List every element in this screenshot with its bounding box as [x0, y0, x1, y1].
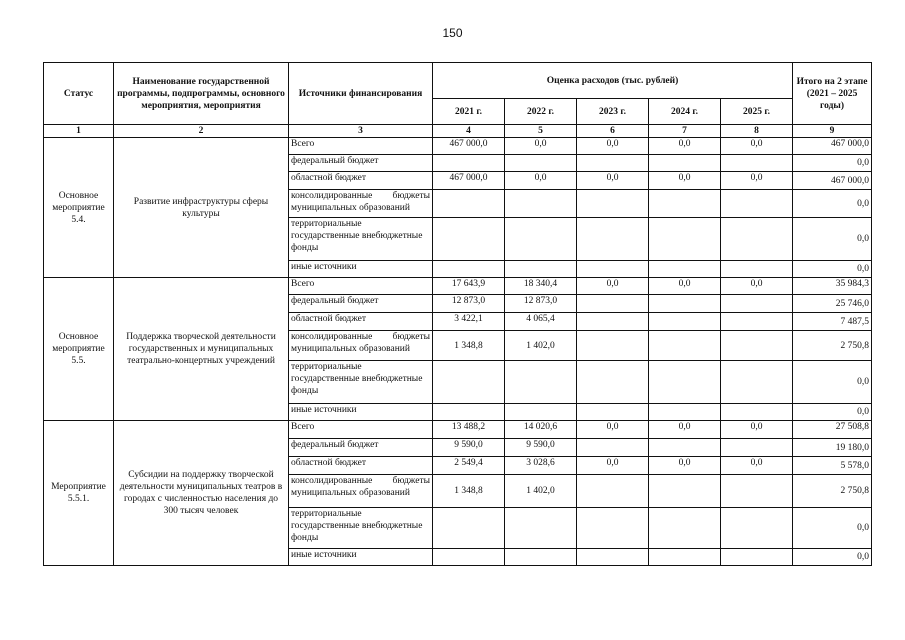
value-cell — [577, 190, 649, 218]
total-cell: 2 750,8 — [793, 475, 872, 508]
column-number: 7 — [649, 125, 721, 138]
value-cell — [433, 155, 505, 172]
value-cell — [649, 404, 721, 421]
value-cell — [577, 313, 649, 331]
value-cell: 17 643,9 — [433, 278, 505, 295]
total-cell: 2 750,8 — [793, 331, 872, 361]
value-cell — [505, 508, 577, 549]
value-cell: 14 020,6 — [505, 421, 577, 439]
value-cell: 1 348,8 — [433, 331, 505, 361]
value-cell — [649, 295, 721, 313]
value-cell — [433, 549, 505, 566]
value-cell — [721, 439, 793, 457]
value-cell — [649, 313, 721, 331]
column-number: 9 — [793, 125, 872, 138]
value-cell: 0,0 — [721, 172, 793, 190]
column-number: 3 — [289, 125, 433, 138]
value-cell: 0,0 — [577, 172, 649, 190]
value-cell — [721, 549, 793, 566]
total-cell: 0,0 — [793, 218, 872, 261]
value-cell — [721, 404, 793, 421]
value-cell: 0,0 — [649, 421, 721, 439]
header-total: Итого на 2 этапе (2021 – 2025 годы) — [793, 63, 872, 125]
total-cell: 467 000,0 — [793, 172, 872, 190]
value-cell — [505, 549, 577, 566]
source-cell: федеральный бюджет — [289, 439, 433, 457]
value-cell — [721, 331, 793, 361]
table-row — [44, 278, 872, 295]
total-cell: 5 578,0 — [793, 457, 872, 475]
measure-name-cell: Поддержка творческой деятельности государственных и муниципальных театрально-концертных учреждений — [114, 278, 289, 421]
header-year: 2025 г. — [721, 99, 793, 125]
table-row — [44, 421, 872, 439]
table-row — [44, 138, 872, 155]
header-year: 2021 г. — [433, 99, 505, 125]
measure-name-cell: Развитие инфраструктуры сферы культуры — [114, 138, 289, 278]
value-cell — [577, 549, 649, 566]
value-cell: 0,0 — [577, 138, 649, 155]
value-cell: 1 348,8 — [433, 475, 505, 508]
value-cell — [721, 508, 793, 549]
value-cell — [577, 361, 649, 404]
value-cell: 12 873,0 — [433, 295, 505, 313]
value-cell — [505, 190, 577, 218]
value-cell — [433, 508, 505, 549]
value-cell: 0,0 — [649, 138, 721, 155]
source-cell: Всего — [289, 421, 433, 439]
source-cell: территориальные государственные внебюджетные фонды — [289, 508, 433, 549]
value-cell — [721, 218, 793, 261]
value-cell — [649, 261, 721, 278]
value-cell: 467 000,0 — [433, 172, 505, 190]
status-cell: Основное мероприятие 5.5. — [44, 278, 114, 421]
value-cell — [505, 261, 577, 278]
total-cell: 19 180,0 — [793, 439, 872, 457]
value-cell: 0,0 — [721, 457, 793, 475]
value-cell: 0,0 — [505, 172, 577, 190]
value-cell: 0,0 — [721, 421, 793, 439]
total-cell: 0,0 — [793, 508, 872, 549]
header-year: 2024 г. — [649, 99, 721, 125]
value-cell: 0,0 — [577, 457, 649, 475]
source-cell: иные источники — [289, 404, 433, 421]
value-cell: 13 488,2 — [433, 421, 505, 439]
total-cell: 7 487,5 — [793, 313, 872, 331]
column-number: 5 — [505, 125, 577, 138]
source-cell: областной бюджет — [289, 457, 433, 475]
value-cell — [721, 361, 793, 404]
value-cell — [505, 361, 577, 404]
source-cell: территориальные государственные внебюджетные фонды — [289, 218, 433, 261]
value-cell — [721, 313, 793, 331]
value-cell: 12 873,0 — [505, 295, 577, 313]
value-cell: 0,0 — [649, 172, 721, 190]
total-cell: 0,0 — [793, 404, 872, 421]
total-cell: 0,0 — [793, 549, 872, 566]
value-cell — [721, 475, 793, 508]
value-cell: 9 590,0 — [433, 439, 505, 457]
value-cell — [649, 508, 721, 549]
value-cell — [721, 295, 793, 313]
source-cell: Всего — [289, 278, 433, 295]
source-cell: федеральный бюджет — [289, 155, 433, 172]
column-number: 8 — [721, 125, 793, 138]
value-cell — [577, 475, 649, 508]
header-estimate: Оценка расходов (тыс. рублей) — [433, 63, 793, 99]
value-cell — [505, 155, 577, 172]
budget-table — [43, 62, 872, 566]
value-cell: 1 402,0 — [505, 475, 577, 508]
value-cell — [577, 261, 649, 278]
value-cell — [433, 404, 505, 421]
value-cell — [577, 295, 649, 313]
value-cell — [577, 404, 649, 421]
value-cell — [433, 218, 505, 261]
value-cell — [577, 439, 649, 457]
value-cell: 3 028,6 — [505, 457, 577, 475]
source-cell: иные источники — [289, 549, 433, 566]
value-cell — [577, 508, 649, 549]
value-cell — [649, 218, 721, 261]
status-cell: Мероприятие 5.5.1. — [44, 421, 114, 566]
table-header — [44, 63, 872, 138]
value-cell: 0,0 — [721, 278, 793, 295]
total-cell: 0,0 — [793, 190, 872, 218]
value-cell: 2 549,4 — [433, 457, 505, 475]
value-cell: 4 065,4 — [505, 313, 577, 331]
source-cell: консолидированные бюджеты муниципальных образований — [289, 475, 433, 508]
header-sources: Источники финансирования — [289, 63, 433, 125]
column-number: 4 — [433, 125, 505, 138]
value-cell — [577, 218, 649, 261]
value-cell — [433, 190, 505, 218]
total-cell: 35 984,3 — [793, 278, 872, 295]
value-cell — [649, 155, 721, 172]
total-cell: 0,0 — [793, 361, 872, 404]
value-cell: 0,0 — [649, 457, 721, 475]
value-cell — [577, 331, 649, 361]
value-cell: 3 422,1 — [433, 313, 505, 331]
header-name: Наименование государственной программы, подпрограммы, основного мероприятия, мероприятия — [114, 63, 289, 125]
value-cell — [649, 549, 721, 566]
value-cell: 0,0 — [649, 278, 721, 295]
value-cell — [649, 331, 721, 361]
value-cell — [649, 475, 721, 508]
source-cell: иные источники — [289, 261, 433, 278]
value-cell: 467 000,0 — [433, 138, 505, 155]
source-cell: областной бюджет — [289, 313, 433, 331]
value-cell — [433, 261, 505, 278]
column-number: 2 — [114, 125, 289, 138]
status-cell: Основное мероприятие 5.4. — [44, 138, 114, 278]
source-cell: федеральный бюджет — [289, 295, 433, 313]
source-cell: областной бюджет — [289, 172, 433, 190]
header-status: Статус — [44, 63, 114, 125]
header-year: 2023 г. — [577, 99, 649, 125]
value-cell: 18 340,4 — [505, 278, 577, 295]
value-cell — [649, 190, 721, 218]
value-cell — [433, 361, 505, 404]
page-number: 150 — [442, 26, 463, 40]
measure-name-cell: Субсидии на поддержку творческой деятельности муниципальных театров в городах с численностью населения до 300 тысяч человек — [114, 421, 289, 566]
value-cell: 1 402,0 — [505, 331, 577, 361]
value-cell: 0,0 — [505, 138, 577, 155]
total-cell: 0,0 — [793, 155, 872, 172]
value-cell — [649, 361, 721, 404]
source-cell: территориальные государственные внебюджетные фонды — [289, 361, 433, 404]
total-cell: 25 746,0 — [793, 295, 872, 313]
value-cell — [577, 155, 649, 172]
value-cell — [721, 155, 793, 172]
column-number: 1 — [44, 125, 114, 138]
table-body — [44, 138, 872, 566]
value-cell — [505, 218, 577, 261]
total-cell: 0,0 — [793, 261, 872, 278]
total-cell: 467 000,0 — [793, 138, 872, 155]
header-year: 2022 г. — [505, 99, 577, 125]
value-cell — [721, 190, 793, 218]
total-cell: 27 508,8 — [793, 421, 872, 439]
value-cell: 0,0 — [577, 278, 649, 295]
column-number: 6 — [577, 125, 649, 138]
value-cell: 0,0 — [721, 138, 793, 155]
source-cell: Всего — [289, 138, 433, 155]
value-cell: 0,0 — [577, 421, 649, 439]
source-cell: консолидированные бюджеты муниципальных образований — [289, 331, 433, 361]
value-cell — [721, 261, 793, 278]
value-cell — [505, 404, 577, 421]
value-cell: 9 590,0 — [505, 439, 577, 457]
value-cell — [649, 439, 721, 457]
source-cell: консолидированные бюджеты муниципальных образований — [289, 190, 433, 218]
